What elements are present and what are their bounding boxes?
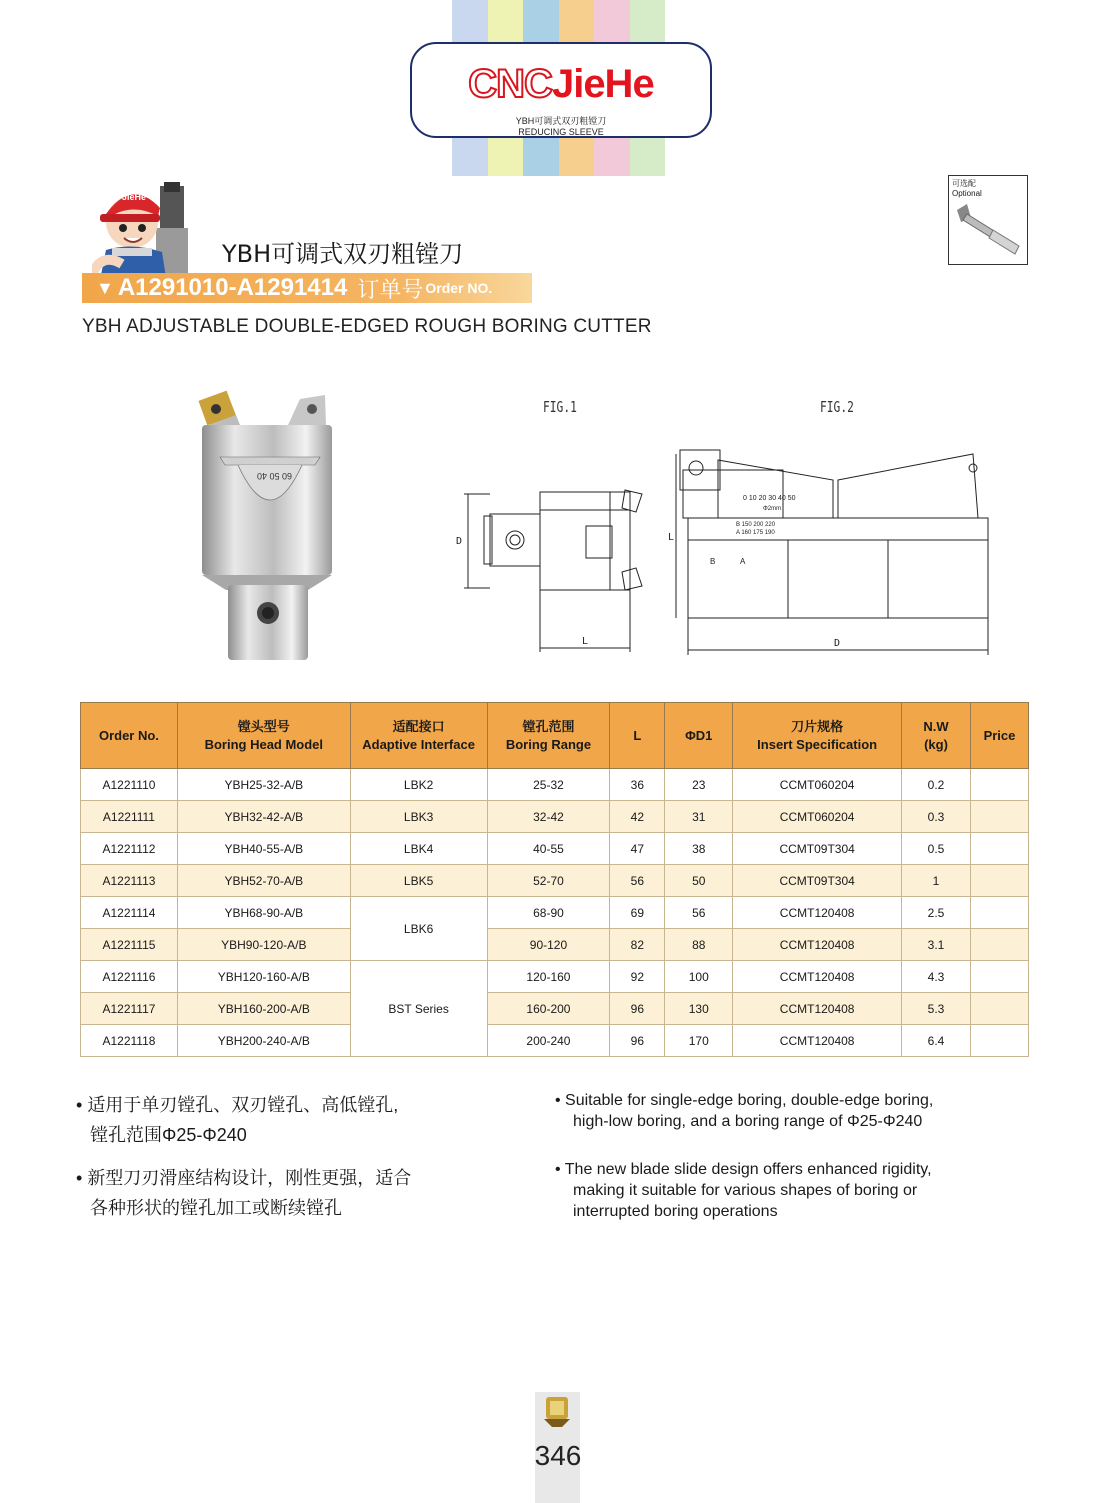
cell-l: 47 xyxy=(610,833,665,865)
header-price: Price xyxy=(970,703,1028,769)
cell-insert: CCMT120408 xyxy=(733,961,902,993)
feature-cn-2-line1: 新型刀刃滑座结构设计，刚性更强，适合 xyxy=(87,1168,412,1188)
fig2-dim-l: L xyxy=(668,532,675,543)
feature-en-1-line1: Suitable for single-edge boring, double-edge boring, xyxy=(565,1092,934,1109)
cell-l: 36 xyxy=(610,769,665,801)
brand-jiehe: JieHe xyxy=(551,62,654,106)
fig2-scale-top: 0 10 20 30 40 50 xyxy=(743,495,796,502)
table-row xyxy=(81,1025,1029,1057)
cell-price xyxy=(970,769,1028,801)
cell-nw: 0.2 xyxy=(902,769,971,801)
fig2-mark-a: A xyxy=(740,557,746,566)
cell-order: A1221114 xyxy=(81,897,178,929)
cell-range: 25-32 xyxy=(487,769,610,801)
cell-price xyxy=(970,1025,1028,1057)
cell-insert: CCMT120408 xyxy=(733,1025,902,1057)
fig1-dim-l: L xyxy=(582,636,589,647)
feature-en-1-line2: high-low boring, and a boring range of Φ25-Φ240 xyxy=(573,1113,923,1130)
cell-order: A1221112 xyxy=(81,833,178,865)
cell-insert: CCMT060204 xyxy=(733,769,902,801)
cell-price xyxy=(970,833,1028,865)
cell-l: 96 xyxy=(610,1025,665,1057)
cell-interface: BST Series xyxy=(350,961,487,1057)
feature-en-1 xyxy=(555,1090,1025,1132)
cell-order: A1221118 xyxy=(81,1025,178,1057)
cell-range: 200-240 xyxy=(487,1025,610,1057)
feature-cn-2 xyxy=(76,1163,496,1223)
table-row xyxy=(81,833,1029,865)
table-row xyxy=(81,961,1029,993)
cell-d1: 31 xyxy=(665,801,733,833)
cell-insert: CCMT120408 xyxy=(733,897,902,929)
bullet-icon: • xyxy=(555,1161,565,1178)
cell-l: 92 xyxy=(610,961,665,993)
cell-range: 32-42 xyxy=(487,801,610,833)
cell-insert: CCMT09T304 xyxy=(733,833,902,865)
order-label-en: Order NO. xyxy=(425,280,493,296)
cell-order: A1221115 xyxy=(81,929,178,961)
table-row xyxy=(81,801,1029,833)
fig2-scale-row-b: B 150 200 220 xyxy=(736,522,776,528)
cell-nw: 2.5 xyxy=(902,897,971,929)
spec-table xyxy=(80,702,1029,1057)
cell-l: 82 xyxy=(610,929,665,961)
feature-en-2-line3: interrupted boring operations xyxy=(573,1203,778,1220)
product-photo xyxy=(180,385,340,670)
cell-order: A1221110 xyxy=(81,769,178,801)
cell-nw: 6.4 xyxy=(902,1025,971,1057)
bullet-icon: • xyxy=(76,1095,88,1115)
cell-d1: 23 xyxy=(665,769,733,801)
cell-model: YBH25-32-A/B xyxy=(177,769,350,801)
order-marker: ▼ xyxy=(96,277,114,298)
table-row xyxy=(81,993,1029,1025)
fig2-scale-unit: Φ2mm xyxy=(763,506,782,512)
mascot-cap-text: JieHe xyxy=(122,192,147,202)
cell-range: 52-70 xyxy=(487,865,610,897)
brand-logo xyxy=(410,42,712,138)
table-row xyxy=(81,929,1029,961)
cell-d1: 88 xyxy=(665,929,733,961)
page-number: 346 xyxy=(534,1440,582,1471)
cell-model: YBH40-55-A/B xyxy=(177,833,350,865)
cell-model: YBH32-42-A/B xyxy=(177,801,350,833)
product-title-en: YBH ADJUSTABLE DOUBLE-EDGED ROUGH BORING CUTTER xyxy=(82,316,652,337)
cell-insert: CCMT060204 xyxy=(733,801,902,833)
cell-insert: CCMT120408 xyxy=(733,929,902,961)
page-logo-icon xyxy=(540,1395,574,1429)
fig1-dim-d: D xyxy=(456,536,463,547)
cell-nw: 4.3 xyxy=(902,961,971,993)
fig1-drawing xyxy=(450,480,660,660)
cell-l: 96 xyxy=(610,993,665,1025)
feature-cn-1-line2: 镗孔范围Φ25-Φ240 xyxy=(90,1125,247,1145)
cell-range: 120-160 xyxy=(487,961,610,993)
table-row xyxy=(81,865,1029,897)
cell-model: YBH120-160-A/B xyxy=(177,961,350,993)
table-header-row xyxy=(81,703,1029,769)
cell-interface: LBK5 xyxy=(350,865,487,897)
optional-label-cn: 可选配 xyxy=(952,179,976,188)
cell-price xyxy=(970,801,1028,833)
fig2-label: FIG.2 xyxy=(820,398,854,416)
logo-subtitle-cn: YBH可调式双刃粗镗刀 xyxy=(515,116,607,126)
fig2-scale-row-a: A 160 175 190 xyxy=(736,530,775,536)
cell-order: A1221111 xyxy=(81,801,178,833)
fig2-mark-b: B xyxy=(710,557,716,566)
cell-nw: 0.5 xyxy=(902,833,971,865)
optional-accessory-box xyxy=(948,175,1028,265)
header-interface: 适配接口 Adaptive Interface xyxy=(350,703,487,769)
cell-l: 56 xyxy=(610,865,665,897)
cell-price xyxy=(970,897,1028,929)
cell-model: YBH68-90-A/B xyxy=(177,897,350,929)
cell-d1: 56 xyxy=(665,897,733,929)
bullet-icon: • xyxy=(76,1168,88,1188)
header-nw: N.W (kg) xyxy=(902,703,971,769)
cell-d1: 100 xyxy=(665,961,733,993)
fig1-label: FIG.1 xyxy=(543,398,577,416)
feature-cn-2-line2: 各种形状的镗孔加工或断续镗孔 xyxy=(90,1198,342,1218)
cell-insert: CCMT120408 xyxy=(733,993,902,1025)
cell-model: YBH90-120-A/B xyxy=(177,929,350,961)
header-insert: 刀片规格 Insert Specification xyxy=(733,703,902,769)
header-order: Order No. xyxy=(81,703,178,769)
header-model: 镗头型号 Boring Head Model xyxy=(177,703,350,769)
cell-price xyxy=(970,993,1028,1025)
order-label-cn: 订单号 xyxy=(357,276,424,302)
header-range: 镗孔范围 Boring Range xyxy=(487,703,610,769)
feature-en-2-line2: making it suitable for various shapes of boring or xyxy=(573,1182,918,1199)
cell-interface: LBK6 xyxy=(350,897,487,961)
cell-price xyxy=(970,929,1028,961)
cell-d1: 50 xyxy=(665,865,733,897)
cell-price xyxy=(970,865,1028,897)
brand-cnc: CNC xyxy=(468,62,552,106)
cell-nw: 3.1 xyxy=(902,929,971,961)
cell-order: A1221116 xyxy=(81,961,178,993)
cell-l: 69 xyxy=(610,897,665,929)
cell-model: YBH52-70-A/B xyxy=(177,865,350,897)
logo-subtitle-en: REDUCING SLEEVE xyxy=(518,127,604,137)
feature-en-2-line1: The new blade slide design offers enhanced rigidity, xyxy=(564,1161,932,1178)
cell-range: 68-90 xyxy=(487,897,610,929)
cell-model: YBH200-240-A/B xyxy=(177,1025,350,1057)
cell-model: YBH160-200-A/B xyxy=(177,993,350,1025)
feature-en-2 xyxy=(555,1159,1025,1222)
photo-scale-marks: 60 50 40 xyxy=(256,471,292,481)
cell-interface: LBK4 xyxy=(350,833,487,865)
cell-interface: LBK3 xyxy=(350,801,487,833)
feature-cn-1 xyxy=(76,1090,496,1150)
fig2-dim-d: D xyxy=(834,638,841,649)
cell-l: 42 xyxy=(610,801,665,833)
tool-holder-icon xyxy=(953,200,1025,260)
cell-range: 40-55 xyxy=(487,833,610,865)
cell-interface: LBK2 xyxy=(350,769,487,801)
cell-d1: 130 xyxy=(665,993,733,1025)
cell-range: 90-120 xyxy=(487,929,610,961)
cell-nw: 0.3 xyxy=(902,801,971,833)
cell-nw: 5.3 xyxy=(902,993,971,1025)
cell-d1: 38 xyxy=(665,833,733,865)
product-title-cn: YBH可调式双刃粗镗刀 xyxy=(222,240,464,268)
optional-label-en: Optional xyxy=(952,189,982,198)
header-l: L xyxy=(610,703,665,769)
cell-insert: CCMT09T304 xyxy=(733,865,902,897)
order-range: A1291010-A1291414 xyxy=(117,274,348,301)
header-d1: ΦD1 xyxy=(665,703,733,769)
table-row xyxy=(81,769,1029,801)
table-row xyxy=(81,897,1029,929)
cell-order: A1221117 xyxy=(81,993,178,1025)
cell-price xyxy=(970,961,1028,993)
fig2-drawing xyxy=(668,440,1008,665)
cell-nw: 1 xyxy=(902,865,971,897)
cell-d1: 170 xyxy=(665,1025,733,1057)
order-number-bar xyxy=(82,273,532,303)
cell-order: A1221113 xyxy=(81,865,178,897)
feature-cn-1-line1: 适用于单刃镗孔、双刃镗孔、高低镗孔, xyxy=(87,1095,399,1115)
cell-range: 160-200 xyxy=(487,993,610,1025)
bullet-icon: • xyxy=(555,1092,566,1109)
